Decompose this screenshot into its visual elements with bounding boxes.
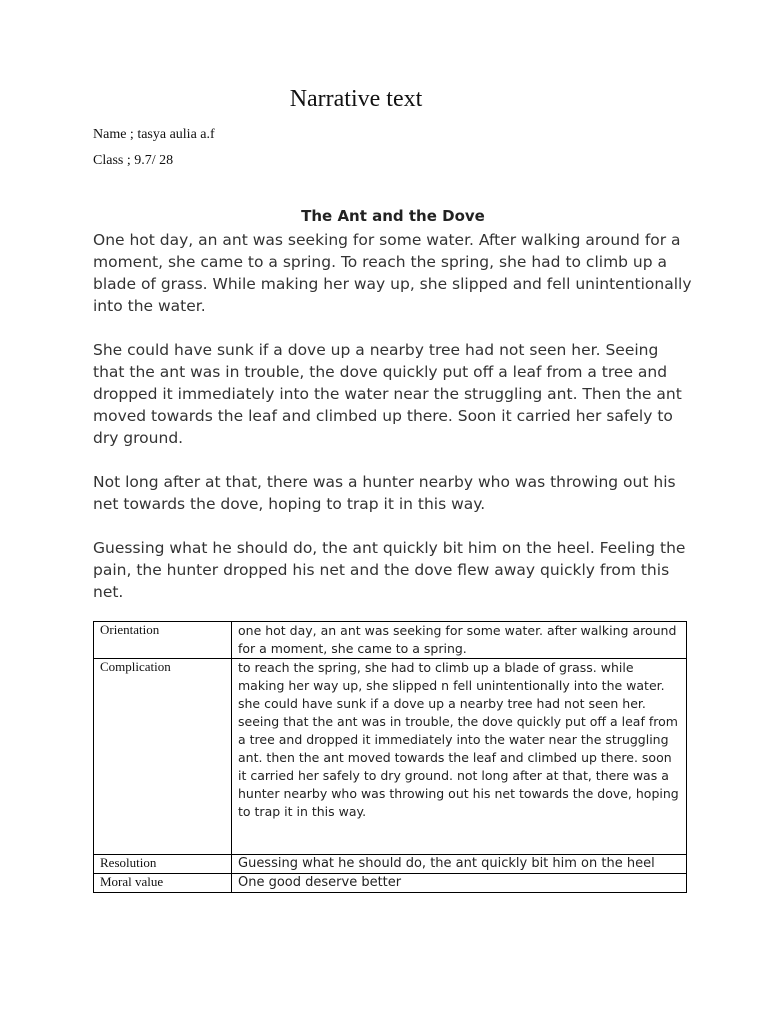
table-row	[94, 622, 687, 659]
text-structure-table	[93, 621, 687, 893]
table-row	[94, 855, 687, 874]
student-name: Name ; tasya aulia a.f	[93, 127, 215, 142]
story-paragraph: Guessing what he should do, the ant quickly bit him on the heel. Feeling the pain, the hunter dropped his net and the dove flew away quickly from this net.	[93, 539, 686, 601]
story-paragraph: She could have sunk if a dove up a nearby tree had not seen her. Seeing that the ant was in trouble, the dove quickly put off a leaf from a tree and dropped it immediately into the water near the struggling ant. Then the ant moved towards the leaf and climbed up there. Soon it carried her safely to dry ground.	[93, 341, 682, 447]
story-paragraph: One hot day, an ant was seeking for some water. After walking around for a moment, she came to a spring. To reach the spring, she had to climb up a blade of grass. While making her way up, she slipped and fell unintentionally into the water.	[93, 231, 692, 315]
table-row	[94, 659, 687, 855]
story-paragraph: Not long after at that, there was a hunter nearby who was throwing out his net towards the dove, hoping to trap it in this way.	[93, 473, 676, 513]
row-label: Orientation	[94, 622, 232, 659]
student-class: Class ; 9.7/ 28	[93, 153, 174, 168]
row-label: Moral value	[94, 874, 232, 893]
document-title: Narrative text	[289, 86, 423, 112]
row-label: Complication	[94, 659, 232, 855]
row-content: one hot day, an ant was seeking for some water. after walking around for a moment, she came to a spring.	[232, 622, 687, 659]
row-content: to reach the spring, she had to climb up a blade of grass. while making her way up, she slipped n fell unintentionally into the water. she could have sunk if a dove up a nearby tree had not seen her. seeing that the ant was in trouble, the dove quickly put off a leaf from a tree and dropped it immediately into the water near the struggling ant. then the ant moved towards the leaf and climbed up there. soon it carried her safely to dry ground. not long after at that, there was a hunter nearby who was throwing out his net towards the dove, hoping to trap it in this way.	[232, 659, 687, 855]
row-content: One good deserve better	[232, 874, 687, 893]
table-row	[94, 874, 687, 893]
story-title: The Ant and the Dove	[301, 207, 485, 225]
row-content: Guessing what he should do, the ant quickly bit him on the heel	[232, 855, 687, 874]
story-body	[93, 229, 693, 625]
row-label: Resolution	[94, 855, 232, 874]
